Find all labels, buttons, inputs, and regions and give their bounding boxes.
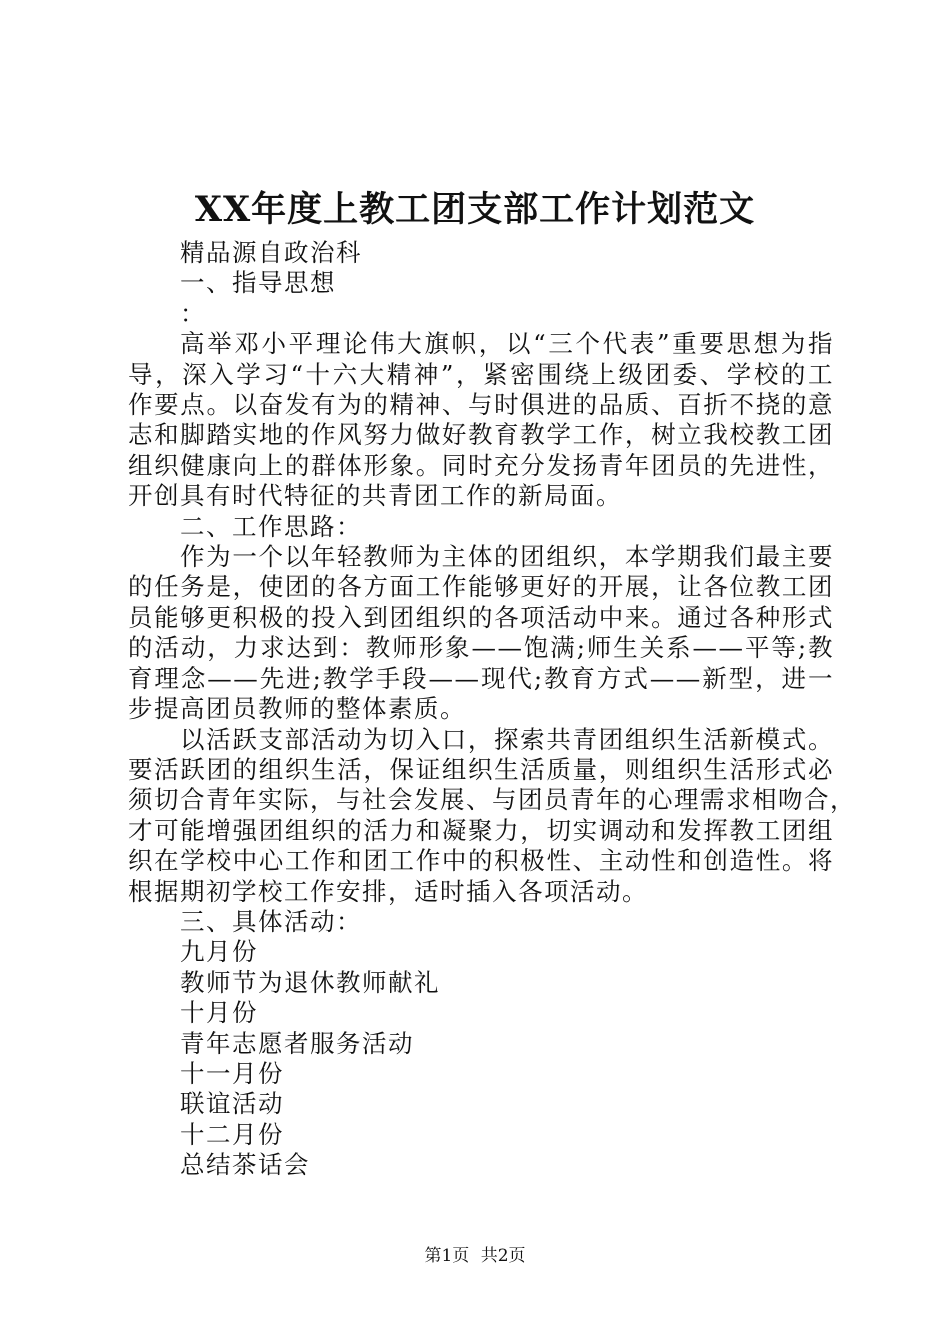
section-heading-work-approach: 二、工作思路：	[180, 511, 362, 541]
activity-item: 总结茶话会	[180, 1150, 310, 1180]
section-heading-guiding-thought: 一、指导思想	[180, 268, 336, 298]
paragraph-line: 导，深入学习“十六大精神”，紧密围绕上级团委、学校的工	[128, 359, 834, 389]
activity-item: 联谊活动	[180, 1089, 284, 1119]
paragraph-line: 组织健康向上的群体形象。同时充分发扬青年团员的先进性，	[128, 450, 834, 480]
activity-item: 青年志愿者服务活动	[180, 1028, 414, 1058]
paragraph-line: 的活动，力求达到：教师形象——饱满;师生关系——平等;教	[128, 633, 834, 663]
document-title: XX年度上教工团支部工作计划范文	[194, 189, 756, 230]
paragraph-line: 员能够更积极的投入到团组织的各项活动中来。通过各种形式	[128, 602, 834, 632]
paragraph-line: 步提高团员教师的整体素质。	[128, 694, 466, 724]
paragraph-line: 须切合青年实际，与社会发展、与团员青年的心理需求相吻合，	[128, 785, 856, 815]
activity-month: 十月份	[180, 998, 258, 1028]
paragraph-line: 织在学校中心工作和团工作中的积极性、主动性和创造性。将	[128, 846, 834, 876]
paragraph-line: 作要点。以奋发有为的精神、与时俱进的品质、百折不挠的意	[128, 390, 834, 420]
colon-line: ：	[180, 298, 206, 328]
activity-month: 九月份	[180, 937, 258, 967]
paragraph-line: 开创具有时代特征的共青团工作的新局面。	[128, 481, 622, 511]
paragraph-line: 的任务是，使团的各方面工作能够更好的开展，让各位教工团	[128, 572, 834, 602]
paragraph-line: 育理念——先进;教学手段——现代;教育方式——新型，进一	[128, 663, 834, 693]
activity-month: 十二月份	[180, 1119, 284, 1149]
paragraph-line: 作为一个以年轻教师为主体的团组织，本学期我们最主要	[180, 542, 834, 572]
paragraph-line: 以活跃支部活动为切入口，探索共青团组织生活新模式。	[180, 724, 834, 754]
paragraph-line: 志和脚踏实地的作风努力做好教育教学工作，树立我校教工团	[128, 420, 834, 450]
paragraph-line: 要活跃团的组织生活，保证组织生活质量，则组织生活形式必	[128, 754, 834, 784]
source-line: 精品源自政治科	[180, 238, 362, 267]
document-body	[128, 238, 856, 1181]
paragraph-line: 根据期初学校工作安排，适时插入各项活动。	[128, 876, 648, 906]
paragraph-line: 才可能增强团组织的活力和凝聚力，切实调动和发挥教工团组	[128, 815, 834, 845]
activity-item: 教师节为退休教师献礼	[180, 967, 440, 997]
page-number-footer: 第1页 共2页	[424, 1246, 526, 1266]
paragraph-line: 高举邓小平理论伟大旗帜，以“三个代表”重要思想为指	[180, 329, 834, 359]
activity-month: 十一月份	[180, 1058, 284, 1088]
section-heading-activities: 三、具体活动：	[180, 906, 362, 936]
